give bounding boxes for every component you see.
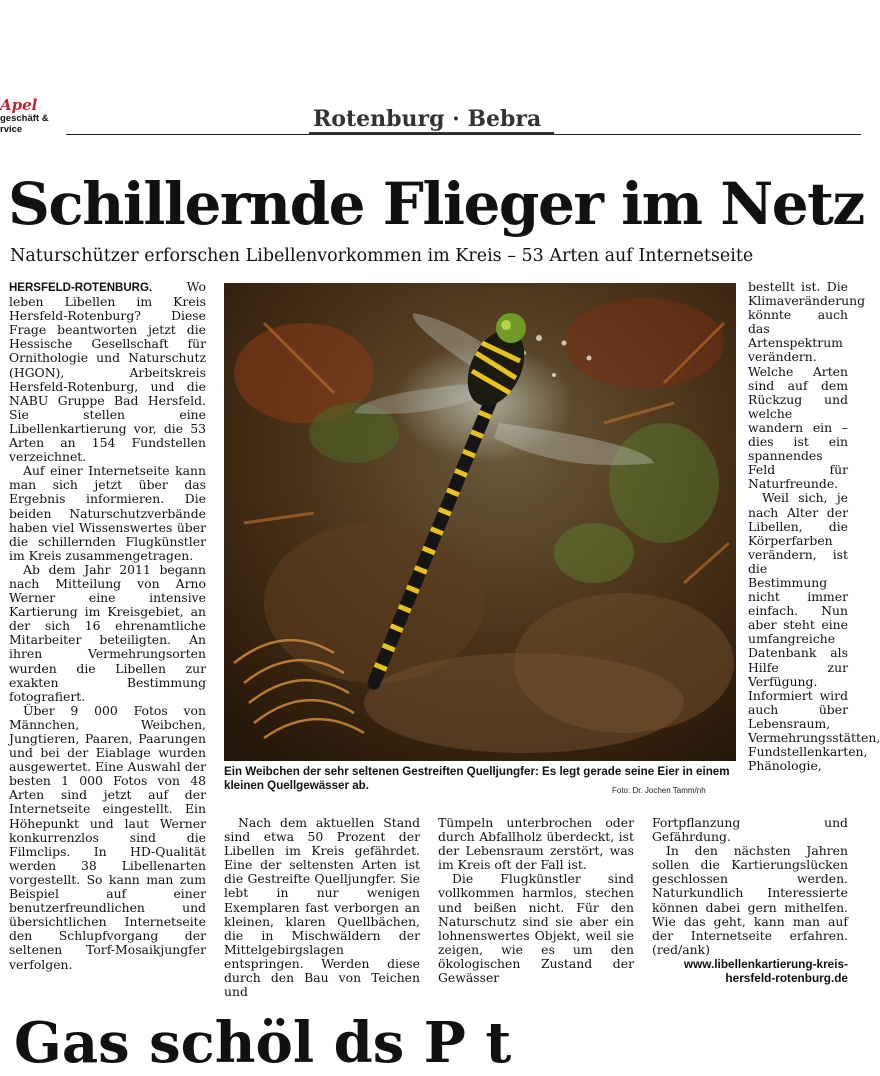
article-paragraph: Auf einer Internetseite kann man sich jetzt über das Ergebnis informieren. Die beiden Naturschutzverbände haben viel Wissenswertes über die schillernden Flugkünstler im Kreis zusammengetragen. — [9, 463, 206, 563]
ad-brand-logo: Apel — [0, 96, 38, 114]
photo-caption: Ein Weibchen der sehr seltenen Gestreiften Quelljungfer: Es legt gerade seine Eier in einem kleinen Quellgewässer ab. — [224, 765, 730, 792]
article-paragraph: Weil sich, je nach Alter der Libellen, die Körperfarben verändern, ist die Bestimmung nicht immer einfach. Nun aber steht eine umfangreiche Datenbank als Hilfe zur Verfügung. Informiert wird auch über Lebensraum, Vermehrungsstätten, Fundstellenkarten, Phänologie, — [748, 490, 880, 774]
article-paragraph: Tümpeln unterbrochen oder durch Abfallholz überdeckt, ist der Lebensraum zerstört, was im Kreis oft der Fall ist. — [438, 815, 634, 873]
article-paragraph: HERSFELD-ROTENBURG. Wo leben Libellen im Kreis Hersfeld-Rotenburg? Diese Frage beantworten jetzt die Hessische Gesellschaft für Ornithologie und Naturschutz (HGON), Arbeitskreis Hersfeld-Rotenburg, und die NABU Gruppe Bad Hersfeld. Sie stellen eine Libellenkartierung vor, die 53 Arten an 154 Fundstellen verzeichnet. — [9, 279, 206, 465]
section-underline — [309, 132, 554, 134]
next-article-headline: Gas schöl ds P t — [14, 1010, 512, 1076]
article-headline: Schillernde Flieger im Netz — [8, 170, 864, 238]
section-rule — [66, 134, 861, 135]
article-column-1 — [9, 280, 206, 972]
advertisement[interactable] — [0, 98, 64, 135]
article-column-3 — [438, 816, 634, 985]
article-paragraph: Fortpflanzung und Gefährdung. — [652, 815, 848, 845]
article-paragraph: Die Flugkünstler sind vollkommen harmlos, stechen und beißen nicht. Für den Naturschutz sind sie aber ein lohnenswertes Objekt, weil sie zeigen, wie es um den ökologischen Zustand der Gewässer — [438, 871, 634, 986]
dateline: HERSFELD-ROTENBURG. — [9, 282, 153, 294]
article-paragraph: Über 9 000 Fotos von Männchen, Weibchen, Jungtieren, Paaren, Paarungen und bei der Eiablage wurden ausgewertet. Eine Auswahl der besten 1 000 Fotos von 48 Arten sind jetzt auf der Internetseite eingestellt. Ein Höhepunkt und laut Werner konkurrenzlos sind die Filmclips. In HD-Qualität werden 38 Libellenarten vorgestellt. So kann man zum Beispiel auf einer benutzerfreundlichen und übersichtlichen Internetseite den Schlupfvorgang der seltenen Torf-Mosaikjungfer verfolgen. — [9, 702, 206, 972]
website-link[interactable]: hersfeld-rotenburg.de — [725, 971, 848, 986]
dragonfly-image — [224, 283, 736, 761]
ad-text-line: rvice — [0, 124, 23, 135]
article-column-2 — [224, 816, 420, 999]
website-link[interactable]: www.libellenkartierung-kreis- — [683, 956, 848, 971]
article-paragraph: In den nächsten Jahren sollen die Kartierungslücken geschlossen werden. Naturkundlich Interessierte können dabei gern mithelfen. Wie das geht, kann man auf der Internetseite erfahren. (red/ank) — [652, 843, 848, 957]
photo-credit: Foto: Dr. Jochen Tamm/nh — [612, 786, 706, 795]
section-label: Rotenburg · Bebra — [309, 106, 545, 132]
dragonfly-photo — [224, 283, 736, 761]
article-paragraph: Ab dem Jahr 2011 begann nach Mitteilung von Arno Werner eine intensive Kartierung im Kreisgebiet, an der sich 16 ehrenamtliche Mitarbeiter beteiligten. An ihren Vermehrungsorten wurden die Libellen zur exakten Bestimmung fotografiert. — [9, 561, 206, 704]
article-column-4-top — [748, 279, 880, 774]
article-column-4-bottom — [652, 816, 848, 985]
ad-text-line: geschäft & — [0, 113, 49, 124]
article-paragraph: Nach dem aktuellen Stand sind etwa 50 Prozent der Libellen im Kreis gefährdet. Eine der seltensten Arten ist die Gestreifte Quelljungfer. Sie lebt in nur wenigen Exemplaren fast verborgen an kleinen, klaren Quellbächen, die in Mischwäldern der Mittelgebirgslagen entspringen. Werden diese durch den Bau von Teichen und — [224, 815, 420, 1000]
article-subheadline: Naturschützer erforschen Libellenvorkommen im Kreis – 53 Arten auf Internetseite — [10, 246, 754, 266]
article-paragraph: bestellt ist. Die Klimaveränderung könnte auch das Artenspektrum verändern. Welche Arten sind auf dem Rückzug und welche wandern ein – dies ist ein spannendes Feld für Naturfreunde. — [748, 279, 866, 492]
